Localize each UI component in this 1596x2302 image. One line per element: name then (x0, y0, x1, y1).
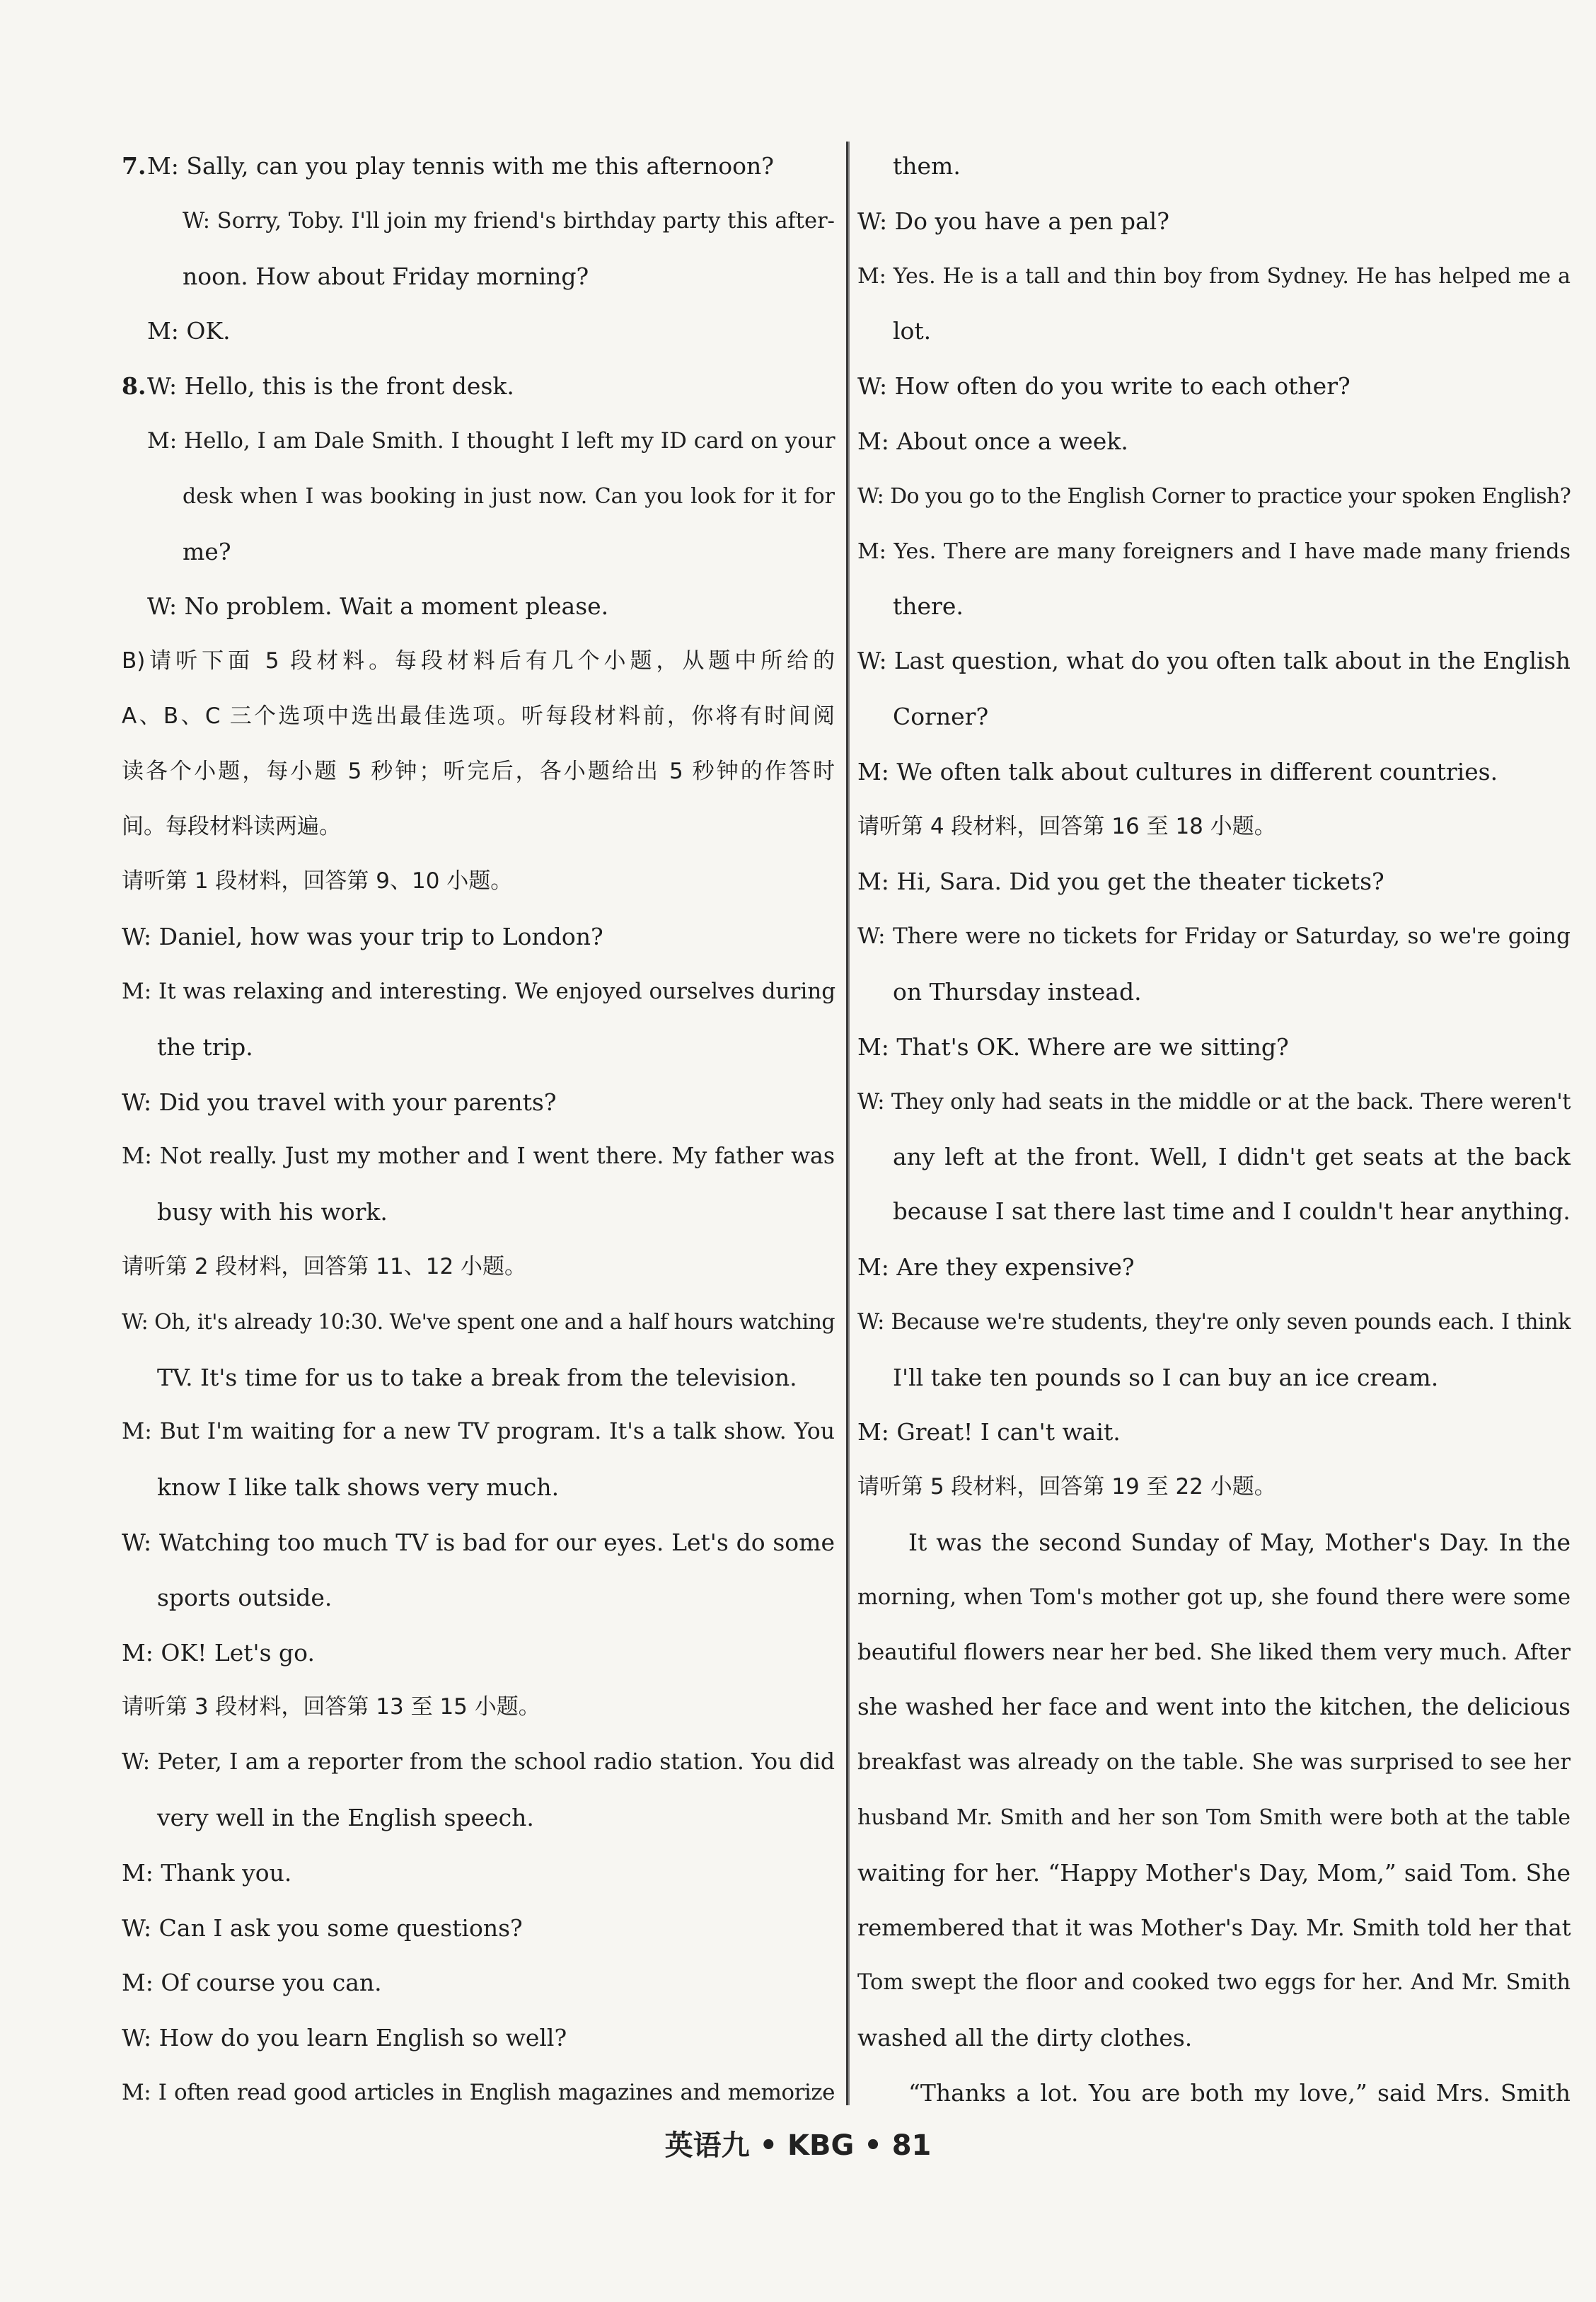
m3-line-5: M: Of course you can. (122, 1969, 382, 1997)
m1-line-1: W: Daniel, how was your trip to London? (122, 923, 603, 951)
question-number: 7. (122, 152, 146, 180)
m4-line-1: M: Hi, Sara. Did you get the theater tickets? (857, 868, 1384, 896)
m5-para-line-7: waiting for her. “Happy Mother's Day, Mom,” said Tom. She (857, 1858, 1571, 1887)
m3-line-2: very well in the English speech. (157, 1803, 534, 1831)
right-line-7: M: Yes. There are many foreigners and I have made many friends (857, 539, 1571, 564)
material-5-heading: 请听第 5 段材料，回答第 19 至 22 小题。 (857, 1474, 1276, 1500)
m4-line-10: I'll take ten pounds so I can buy an ice cream. (893, 1363, 1439, 1391)
right-line-8: there. (893, 592, 964, 621)
m5-para-line-3: beautiful flowers near her bed. She liked them very much. After (857, 1639, 1571, 1665)
q8-line-5: W: No problem. Wait a moment please. (147, 592, 609, 621)
m4-line-7: because I sat there last time and I couldn't hear anything. (893, 1198, 1571, 1226)
q7-line-1: 7.M: Sally, can you play tennis with me this afternoon? (122, 139, 835, 194)
right-line-11: M: We often talk about cultures in different countries. (857, 757, 1498, 785)
q8-line-2: M: Hello, I am Dale Smith. I thought I left my ID card on your (147, 427, 835, 454)
right-line-0: them. (893, 152, 961, 180)
m2-line-3: M: But I'm waiting for a new TV program. It's a talk show. You (122, 1419, 835, 1445)
page-footer: 英语九 • KBG • 81 (664, 2129, 932, 2162)
m1-line-6: busy with his work. (157, 1198, 388, 1226)
q8-line-4: me? (183, 537, 231, 565)
q7-line-2: W: Sorry, Toby. I'll join my friend's birthday party this after- (183, 208, 835, 234)
right-line-4: W: How often do you write to each other? (857, 372, 1351, 401)
right-line-6: W: Do you go to the English Corner to practice your spoken English? (857, 483, 1571, 509)
m2-line-7: M: OK! Let's go. (122, 1638, 315, 1667)
m4-line-6: any left at the front. Well, I didn't get seats at the back (893, 1143, 1571, 1171)
right-line-5: M: About once a week. (857, 427, 1128, 455)
material-3-heading: 请听第 3 段材料，回答第 13 至 15 小题。 (122, 1694, 540, 1720)
m2-line-2: TV. It's time for us to take a break from the television. (157, 1363, 797, 1391)
m1-line-2: M: It was relaxing and interesting. We enjoyed ourselves during (122, 978, 836, 1004)
m4-line-5: W: They only had seats in the middle or at the back. There weren't (857, 1089, 1571, 1115)
right-line-3: lot. (893, 317, 932, 345)
m4-line-11: M: Great! I can't wait. (857, 1418, 1121, 1446)
section-b-line-4: 间。每段材料读两遍。 (122, 813, 341, 839)
q7-line-4: M: OK. (147, 317, 231, 345)
section-b-line-1: B)请听下面 5 段材料。每段材料后有几个小题，从题中所给的 (122, 648, 835, 674)
m5-para-line-4: she washed her face and went into the kitchen, the delicious (857, 1693, 1571, 1721)
m3-line-6: W: How do you learn English so well? (122, 2024, 567, 2052)
m4-line-9: W: Because we're students, they're only seven pounds each. I think (857, 1309, 1571, 1335)
right-line-9: W: Last question, what do you often talk about in the English (857, 648, 1571, 675)
m5-para-line-8: remembered that it was Mother's Day. Mr. Smith told her that (857, 1913, 1571, 1941)
m3-line-3: M: Thank you. (122, 1858, 292, 1887)
m2-line-4: know I like talk shows very much. (157, 1473, 560, 1502)
right-line-1: W: Do you have a pen pal? (857, 207, 1169, 235)
section-b-line-3: 读各个小题，每小题 5 秒钟；听完后，各小题给出 5 秒钟的作答时 (122, 758, 835, 784)
m4-line-3: on Thursday instead. (893, 977, 1142, 1006)
m4-line-2: W: There were no tickets for Friday or Saturday, so we're going (857, 923, 1571, 950)
m2-line-6: sports outside. (157, 1583, 332, 1611)
right-column (857, 139, 1571, 2121)
m5-para-line-11: “Thanks a lot. You are both my love,” said Mrs. Smith (908, 2078, 1571, 2107)
q7-line-3: noon. How about Friday morning? (183, 262, 589, 290)
m3-line-4: W: Can I ask you some questions? (122, 1913, 523, 1942)
material-4-heading: 请听第 4 段材料，回答第 16 至 18 小题。 (857, 813, 1276, 839)
m1-line-5: M: Not really. Just my mother and I went there. My father was (122, 1144, 835, 1170)
m5-para-line-6: husband Mr. Smith and her son Tom Smith were both at the table (857, 1805, 1571, 1830)
material-2-heading: 请听第 2 段材料，回答第 11、12 小题。 (122, 1253, 527, 1279)
q8-line-3: desk when I was booking in just now. Can you look for it for (183, 483, 835, 509)
section-b-line-2: A、B、C 三个选项中选出最佳选项。听每段材料前，你将有时间阅 (122, 703, 835, 729)
m5-para-line-5: breakfast was already on the table. She was surprised to see her (857, 1750, 1571, 1776)
m5-para-line-2: morning, when Tom's mother got up, she found there were some (857, 1584, 1571, 1610)
m4-line-4: M: That's OK. Where are we sitting? (857, 1032, 1289, 1061)
q8-line-1: 8.W: Hello, this is the front desk. (122, 359, 835, 414)
m4-line-8: M: Are they expensive? (857, 1253, 1135, 1281)
m1-line-4: W: Did you travel with your parents? (122, 1088, 557, 1116)
m2-line-1: W: Oh, it's already 10:30. We've spent one and a half hours watching (122, 1309, 835, 1335)
m5-para-line-1: It was the second Sunday of May, Mother's Day. In the (908, 1528, 1571, 1556)
m2-line-5: W: Watching too much TV is bad for our eyes. Let's do some (122, 1528, 835, 1556)
right-line-10: Corner? (893, 702, 989, 730)
right-line-2: M: Yes. He is a tall and thin boy from Sydney. He has helped me a (857, 263, 1571, 289)
question-number: 8. (122, 372, 146, 401)
left-column (122, 139, 835, 2121)
m5-para-line-9: Tom swept the floor and cooked two eggs for her. And Mr. Smith (857, 1970, 1571, 1996)
m3-line-1: W: Peter, I am a reporter from the school radio station. You did (122, 1749, 835, 1776)
m3-line-7: M: I often read good articles in English magazines and memorize (122, 2079, 835, 2105)
material-1-heading: 请听第 1 段材料，回答第 9、10 小题。 (122, 868, 513, 894)
m5-para-line-10: washed all the dirty clothes. (857, 2024, 1193, 2052)
column-divider (846, 142, 850, 2105)
m1-line-3: the trip. (157, 1032, 253, 1061)
